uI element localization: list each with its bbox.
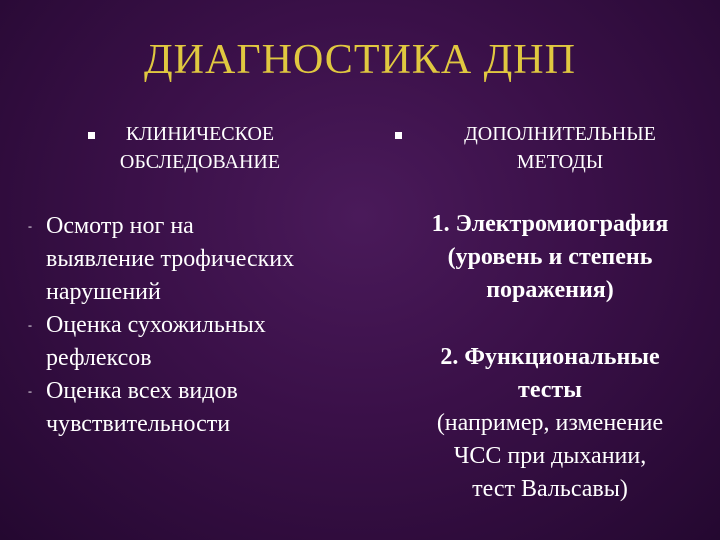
list-item — [28, 375, 358, 441]
list-item-line: рефлексов — [46, 345, 152, 371]
method-1 — [385, 208, 715, 307]
square-bullet-icon — [395, 132, 402, 139]
right-heading-line1: ДОПОЛНИТЕЛЬНЫЕ — [464, 123, 656, 145]
list-item-line: чувствительности — [46, 411, 231, 437]
method-2-line3: (например, изменение — [436, 410, 664, 436]
method-1-line1: 1. Электромиография — [431, 211, 669, 237]
left-heading-line1: КЛИНИЧЕСКОЕ — [125, 123, 275, 145]
list-item — [28, 210, 358, 309]
method-2-line2: тесты — [518, 377, 582, 403]
method-2-line4: ЧСС при дыхании, — [453, 443, 647, 469]
dash-bullet-icon: - — [28, 384, 32, 398]
list-item-line: Оценка сухожильных — [46, 312, 266, 338]
method-1-line3: поражения) — [486, 277, 614, 303]
left-heading-line2: ОБСЛЕДОВАНИЕ — [119, 151, 281, 173]
left-list — [28, 210, 358, 441]
right-column-heading — [420, 120, 700, 176]
method-1-line2: (уровень и степень — [447, 244, 653, 270]
list-item-line: Осмотр ног на — [46, 213, 194, 239]
method-2-line1: 2. Функциональные — [440, 344, 660, 370]
list-item — [28, 309, 358, 375]
dash-bullet-icon: - — [28, 318, 32, 332]
method-2 — [385, 341, 715, 506]
list-item-line: выявление трофических — [46, 246, 295, 272]
list-item-line: нарушений — [46, 279, 161, 305]
method-2-line5: тест Вальсавы) — [472, 476, 628, 502]
dash-bullet-icon: - — [28, 219, 32, 233]
slide-title: ДИАГНОСТИКА ДНП — [144, 37, 576, 83]
right-heading-line2: МЕТОДЫ — [516, 151, 604, 173]
left-column-heading — [80, 120, 320, 176]
list-item-line: Оценка всех видов — [46, 378, 238, 404]
